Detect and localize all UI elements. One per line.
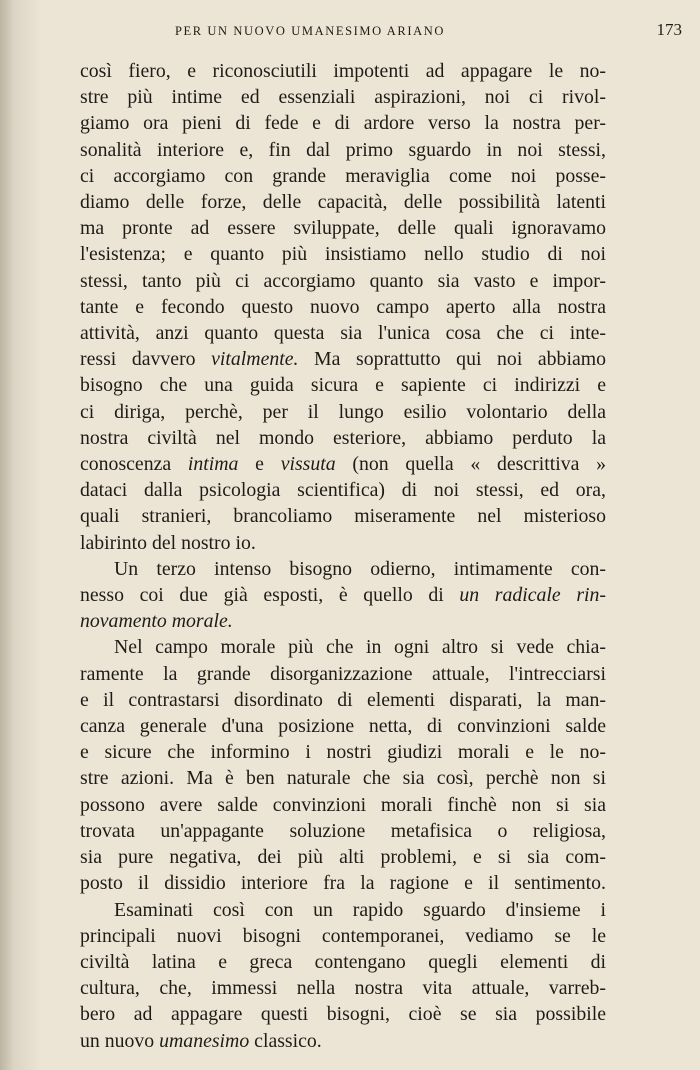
- text-line: civiltà latina e greca contengano quegli elementi di: [80, 950, 606, 973]
- text-line: giamo ora pieni di fede e di ardore verso la nostra per-: [80, 112, 606, 135]
- text-line: ma pronte ad essere sviluppate, delle quali ignoravamo: [80, 217, 606, 240]
- text-line: quali stranieri, brancoliamo miseramente nel misterioso: [80, 505, 606, 528]
- running-title: PER UN NUOVO UMANESIMO ARIANO: [174, 24, 446, 38]
- text-run: Ma soprattutto qui noi abbiamo: [298, 348, 607, 371]
- text-line: Esaminati così con un rapido sguardo d'insieme i: [114, 898, 606, 921]
- page-number: 173: [656, 20, 682, 39]
- text-line: Nel campo morale più che in ogni altro si vede chia-: [114, 636, 606, 659]
- text-line: canza generale d'una posizione netta, di convinzioni salde: [80, 715, 606, 738]
- text-line: stessi, tanto più ci accorgiamo quanto sia vasto e impor-: [80, 269, 606, 292]
- text-line: [80, 346, 606, 372]
- text-line: trovata un'appagante soluzione metafisica o religiosa,: [80, 819, 606, 842]
- text-run: (non quella « descrittiva »: [335, 453, 607, 476]
- text-line: [80, 1028, 606, 1054]
- text-line: [80, 582, 606, 608]
- text-line: principali nuovi bisogni contemporanei, vediamo se le: [80, 924, 606, 947]
- italic-text: vissuta: [280, 453, 336, 476]
- text-line: sonalità interiore e, fin dal primo sguardo in noi stessi,: [80, 138, 606, 161]
- text-line: posto il dissidio interiore fra la ragione e il sentimento.: [80, 872, 606, 895]
- italic-text: un radicale rin-: [459, 584, 607, 607]
- text-line: attività, anzi quanto questa sia l'unica cosa che ci inte-: [80, 322, 606, 345]
- text-line: [80, 451, 606, 477]
- text-run: e: [238, 453, 281, 476]
- text-run: classico.: [249, 1029, 322, 1052]
- text-line: e sicure che informino i nostri giudizi morali e le no-: [80, 741, 606, 764]
- text-line: Un terzo intenso bisogno odierno, intimamente con-: [114, 557, 606, 580]
- body-text: [80, 58, 606, 1054]
- text-line: tante e fecondo questo nuovo campo aperto alla nostra: [80, 295, 606, 318]
- text-line: [80, 608, 606, 634]
- text-line: stre azioni. Ma è ben naturale che sia così, perchè non si: [80, 767, 606, 790]
- text-line: bero ad appagare questi bisogni, cioè se sia possibile: [80, 1003, 606, 1026]
- text-line: l'esistenza; e quanto più insistiamo nello studio di noi: [80, 243, 606, 266]
- text-line: stre più intime ed essenziali aspirazioni, noi ci rivol-: [80, 86, 606, 109]
- italic-text: novamento morale.: [80, 610, 233, 633]
- text-run: un nuovo: [80, 1029, 160, 1052]
- text-line: cultura, che, immessi nella nostra vita attuale, varreb-: [80, 977, 606, 1000]
- text-line: così fiero, e riconosciutili impotenti ad appagare le no-: [80, 60, 606, 82]
- italic-text: intima: [187, 453, 239, 476]
- text-run: conoscenza: [80, 453, 188, 476]
- text-line: ci accorgiamo con grande meraviglia come noi posse-: [80, 164, 606, 187]
- text-line: ci diriga, perchè, per il lungo esilio volontario della: [80, 400, 606, 423]
- italic-text: umanesimo: [159, 1029, 250, 1052]
- page-header: [80, 20, 682, 42]
- text-run: nesso coi due già esposti, è quello di: [80, 584, 460, 607]
- text-line: dataci dalla psicologia scientifica) di noi stessi, ed ora,: [80, 479, 606, 502]
- text-line: ramente la grande disorganizzazione attuale, l'intrecciarsi: [80, 662, 606, 685]
- text-line: sia pure negativa, dei più alti problemi, e si sia com-: [80, 846, 606, 869]
- text-run: ressi davvero: [80, 348, 212, 371]
- text-line: diamo delle forze, delle capacità, delle possibilità latenti: [80, 191, 606, 214]
- text-line: bisogno che una guida sicura e sapiente ci indirizzi e: [80, 374, 606, 397]
- text-line: nostra civiltà nel mondo esteriore, abbiamo perduto la: [80, 426, 606, 449]
- text-line: e il contrastarsi disordinato di elementi disparati, la man-: [80, 688, 606, 711]
- text-line: labirinto del nostro io.: [80, 531, 256, 554]
- italic-text: vitalmente.: [211, 348, 299, 371]
- text-line: possono avere salde convinzioni morali finchè non si sia: [80, 793, 606, 816]
